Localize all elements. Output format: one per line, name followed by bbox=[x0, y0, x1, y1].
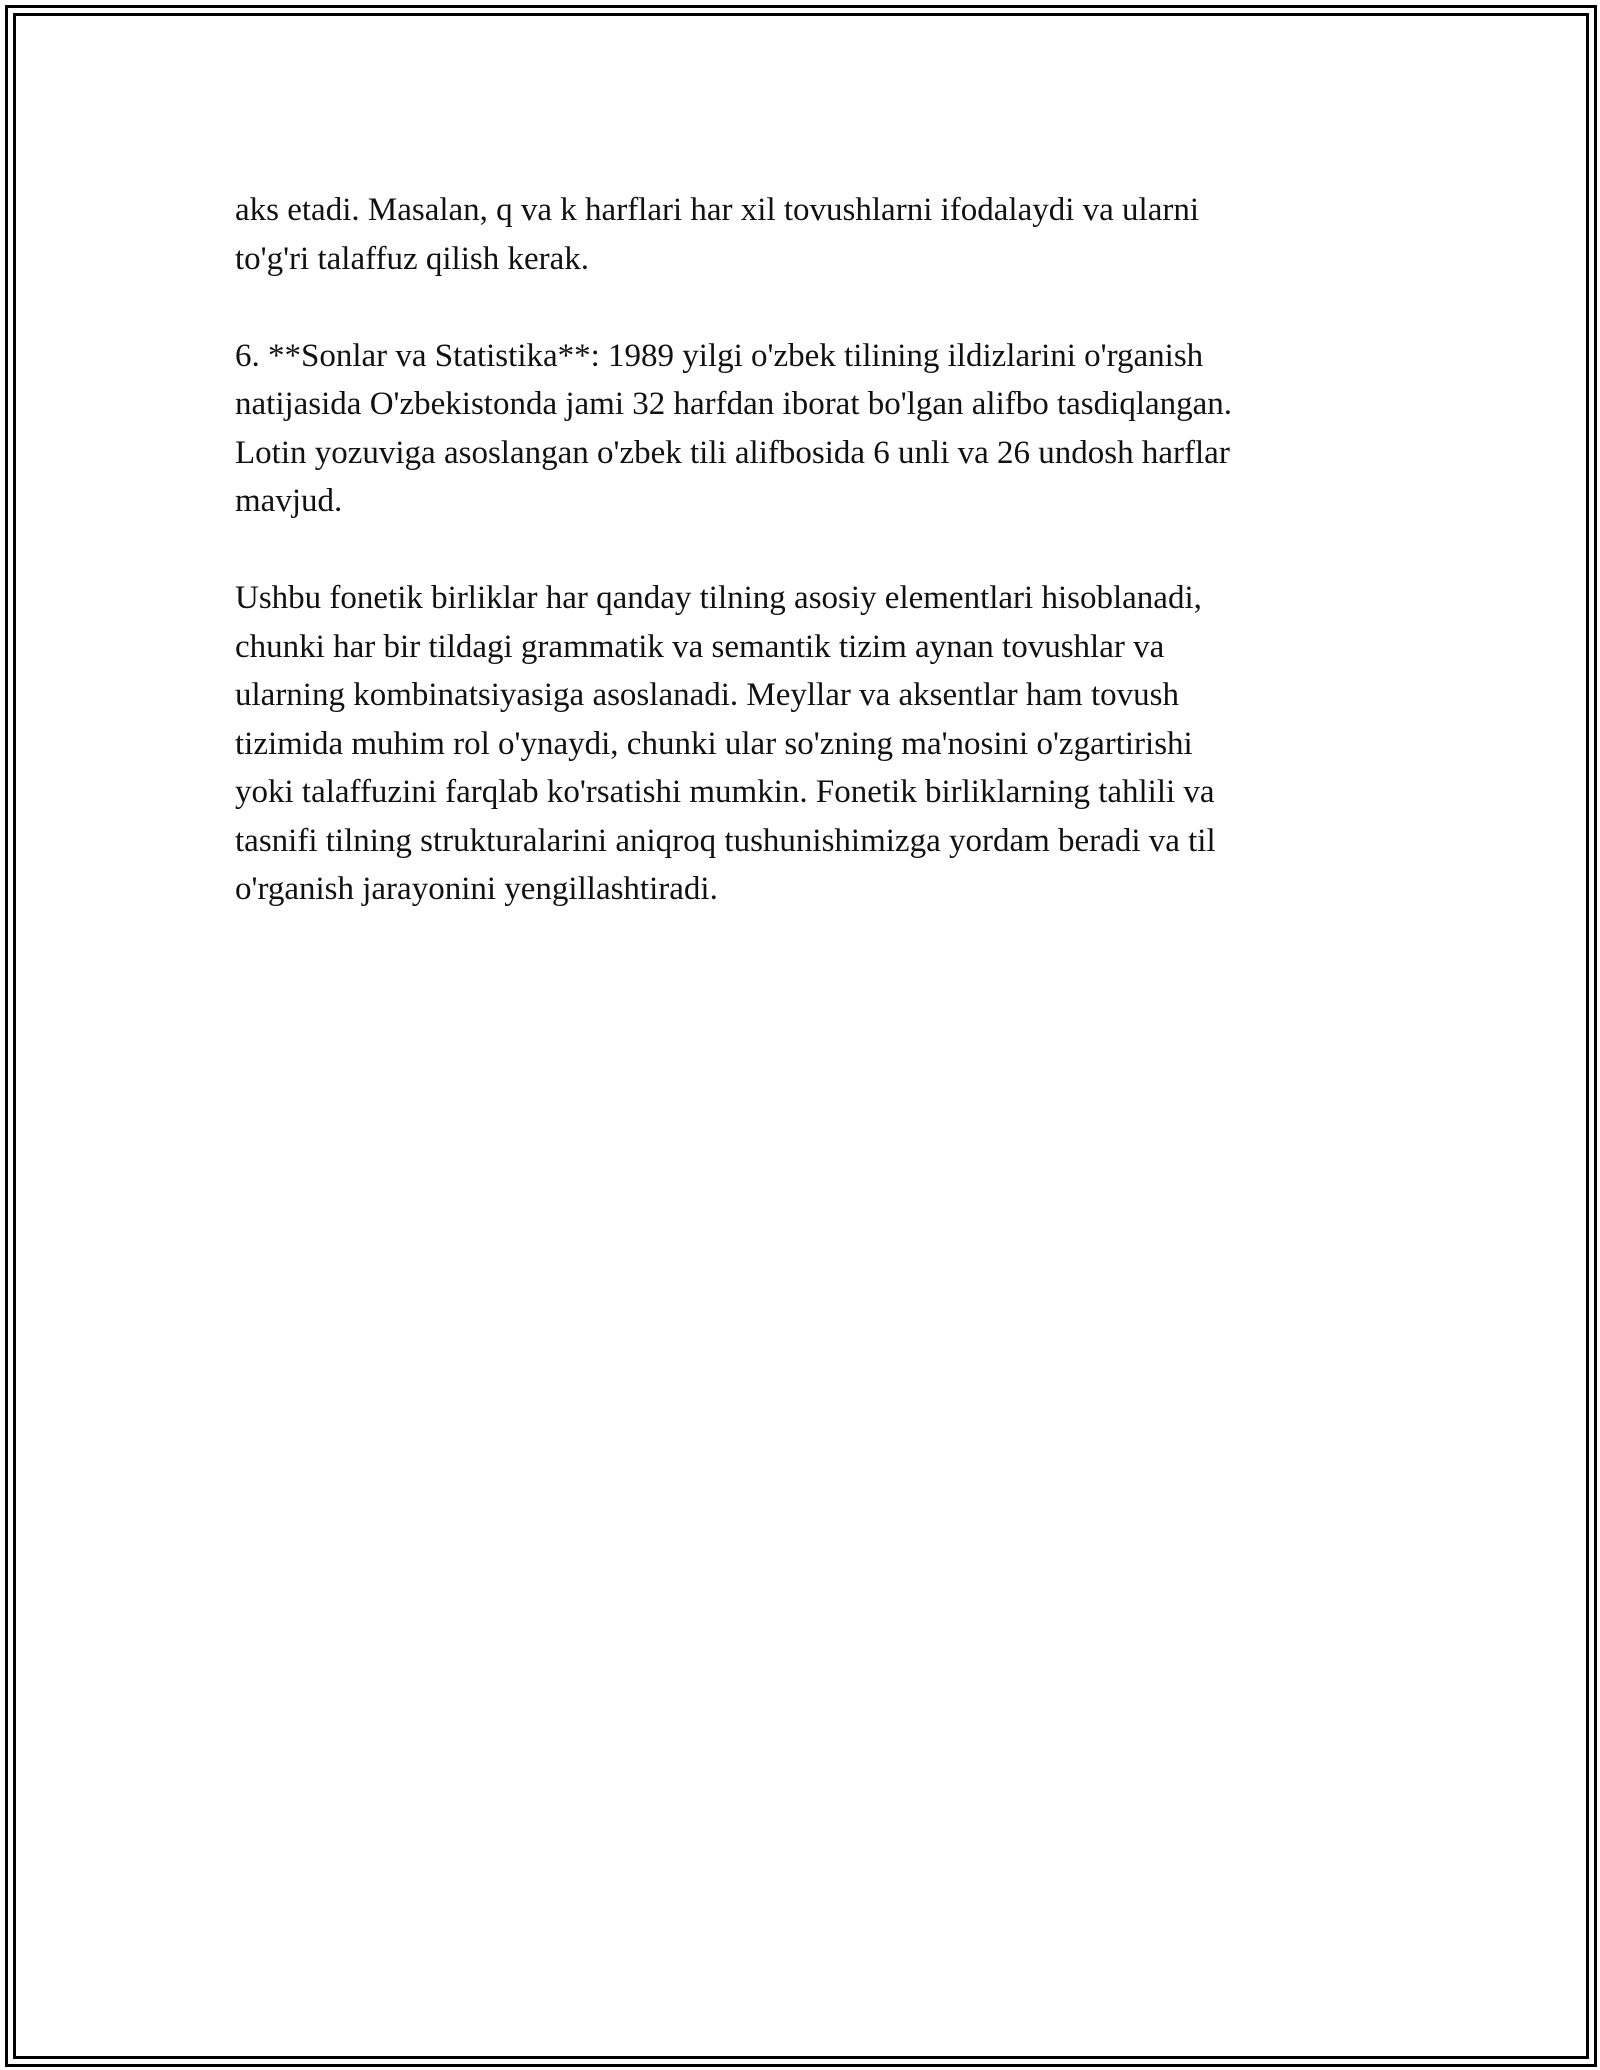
text-line: aks etadi. Masalan, q va k harflari har xil tovushlarni ifodalaydi va ularni bbox=[235, 192, 1200, 228]
paragraph-numbers-statistics bbox=[235, 332, 1365, 526]
text-line: 6. **Sonlar va Statistika**: 1989 yilgi o'zbek tilining ildizlarini o'rganish bbox=[235, 337, 1204, 374]
text-line: Lotin yozuviga asoslangan o'zbek tili alifbosida 6 unli va 26 undosh harflar bbox=[235, 434, 1230, 471]
document-body bbox=[235, 186, 1365, 962]
text-line: mavjud. bbox=[235, 483, 343, 519]
text-line: tasnifi tilning strukturalarini aniqroq tushunishimizga yordam beradi va til bbox=[235, 822, 1216, 859]
text-line: tizimida muhim rol o'ynaydi, chunki ular so'zning ma'nosini o'zgartirishi bbox=[235, 725, 1193, 762]
text-line: o'rganish jarayonini yengillashtiradi. bbox=[235, 871, 718, 907]
text-line: Ushbu fonetik birliklar har qanday tilning asosiy elementlari hisoblanadi, bbox=[235, 580, 1202, 616]
paragraph-alphabet-pronunciation bbox=[235, 186, 1365, 283]
text-line: natijasida O'zbekistonda jami 32 harfdan iborat bo'lgan alifbo tasdiqlangan. bbox=[235, 386, 1233, 422]
text-line: yoki talaffuzini farqlab ko'rsatishi mumkin. Fonetik birliklarning tahlili va bbox=[235, 774, 1215, 810]
text-line: chunki har bir tildagi grammatik va semantik tizim aynan tovushlar va bbox=[235, 628, 1165, 665]
text-line: to'g'ri talaffuz qilish kerak. bbox=[235, 240, 590, 277]
text-line: ularning kombinatsiyasiga asoslanadi. Meyllar va aksentlar ham tovush bbox=[235, 677, 1179, 713]
paragraph-conclusion bbox=[235, 574, 1365, 914]
